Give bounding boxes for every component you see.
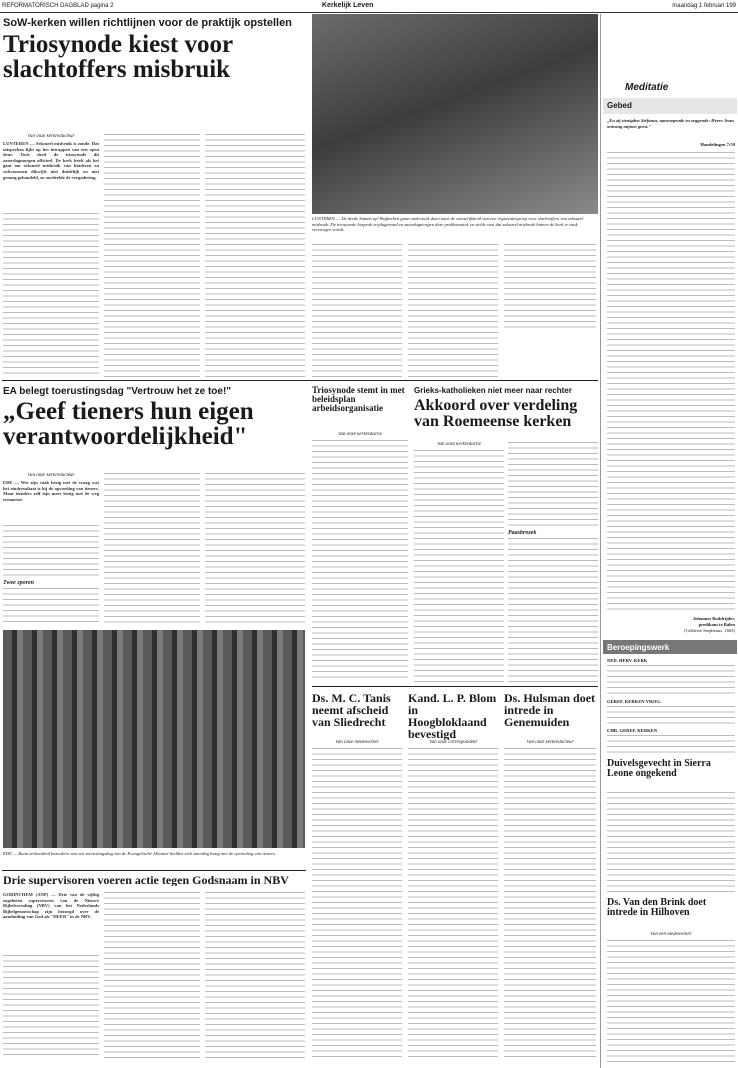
news1-body bbox=[607, 792, 735, 892]
meditation-author-note: (Gelderse Stephanus, 1663) bbox=[684, 628, 735, 633]
header-date: maandag 1 februari 199 bbox=[672, 3, 736, 9]
news2-headline: Ds. Van den Brink doet intrede in Hilhoven bbox=[607, 898, 707, 918]
article1-body-col6 bbox=[504, 244, 596, 329]
conference-photo bbox=[3, 630, 305, 848]
divider bbox=[2, 380, 598, 381]
article2-kicker: EA belegt toerustingsdag "Vertrouw het ze toe!" bbox=[3, 386, 232, 397]
meditation-verse: Handelingen 7:59 bbox=[700, 142, 735, 147]
article7-headline: Ds. Hulsman doet intrede in Genemuiden bbox=[504, 692, 596, 728]
article2-body-col1 bbox=[3, 525, 99, 577]
article4-kicker: Grieks-katholieken niet meer naar rechter bbox=[414, 386, 572, 395]
section-gebed: Gebed bbox=[603, 98, 737, 114]
church-herv: NED. HERV. KERK bbox=[607, 658, 648, 663]
news2-body bbox=[607, 940, 735, 1064]
church-chr-geref-list bbox=[607, 735, 735, 753]
article6-headline: Kand. L. P. Blom in Hoogbloklaand bevestigd bbox=[408, 692, 497, 740]
article1-lead: LUNTEREN — Seksueel misbruik is zonde. Dat uitspreken lijkt op het intrappen van een open deur. Toch deed de triosynode dit zaterdagmorgen officieel. De kerk heeft als het gaat om seksueel misbruik van kinderen en volwassenen dikwijls niet duidelijk en niet genoeg gehandeld, zo oordeelde de vergadering. bbox=[3, 141, 99, 180]
meditation-body bbox=[607, 152, 735, 612]
article8-body-col3 bbox=[205, 892, 305, 1058]
article1-body-col1 bbox=[3, 213, 99, 377]
article5-body bbox=[312, 748, 402, 1058]
article8-headline: Drie supervisoren voeren actie tegen Godsnaam in NBV bbox=[3, 874, 289, 886]
article2-lead: EDE — Wie zijn vaak bezig met de vraag wat het eindresultaat is bij de opvoeding van tieners. Maar tienders zelf zijn meer bezig met de weg ernaartoe. bbox=[3, 480, 99, 502]
article4-byline: Van onze kerkredactie bbox=[437, 442, 481, 447]
news1-headline: Duivelsgevecht in Sierra Leone ongekend bbox=[607, 759, 711, 779]
article1-headline: Triosynode kiest voor slachtoffers misbruik bbox=[3, 32, 233, 83]
article8-body-col1 bbox=[3, 955, 99, 1058]
conference-photo-caption: EDE — Ruim zeshonderd bezoekers van een toerustingsdag van de Evangelische Alliantie hielden zich zaterdag bezig met de opvoeding van tieners. bbox=[3, 851, 276, 856]
church-vrijg: GEREF. KERKEN VRIJG. bbox=[607, 699, 662, 704]
article5-headline: Ds. M. C. Tanis neemt afscheid van Sliedrecht bbox=[312, 692, 391, 728]
article2-subhead: Twee sporen bbox=[3, 580, 34, 586]
article2-headline: „Geef tieners hun eigen verantwoordelijkheid" bbox=[3, 399, 254, 450]
article2-byline: Van onze kerkredacteur bbox=[27, 473, 75, 478]
article7-body bbox=[504, 748, 596, 1058]
article8-body-col2 bbox=[104, 892, 200, 1058]
article1-body-col2 bbox=[104, 134, 200, 377]
header-left: REFORMATORISCH DAGBLAD pagina 2 bbox=[2, 3, 114, 9]
article7-byline: Van onze kerkredacteur bbox=[526, 740, 574, 745]
article1-body-col3 bbox=[205, 134, 305, 377]
meditation-author: Johannes Boddrijder, bbox=[692, 616, 735, 621]
article4-body-col2b bbox=[508, 538, 598, 682]
article1-byline: Van onze kerkredacteur bbox=[27, 134, 75, 139]
article4-headline: Akkoord over verdeling van Roemeense kerken bbox=[414, 398, 578, 430]
church-herv-list bbox=[607, 665, 735, 695]
article4-body-col2 bbox=[508, 442, 598, 527]
meditation-quote: „En zij stenigden Stéfanus, aanroepende en zeggende: Heere Jezus ontvang mijnen geest." bbox=[607, 118, 735, 129]
divider bbox=[312, 686, 598, 687]
divider bbox=[2, 870, 306, 871]
sidebar-brand: Meditatie bbox=[625, 82, 669, 93]
article6-byline: Van onze correspondent bbox=[429, 740, 477, 745]
article1-kicker: SoW-kerken willen richtlijnen voor de praktijk opstellen bbox=[3, 17, 292, 29]
church-vrijg-list bbox=[607, 706, 735, 724]
article1-body-col5 bbox=[408, 244, 498, 377]
article1-body-col4 bbox=[312, 244, 402, 377]
header-section: Kerkelijk Leven bbox=[322, 2, 374, 9]
synod-photo bbox=[312, 14, 598, 214]
church-chr-geref: CHR. GEREF. KERKEN bbox=[607, 728, 658, 733]
section-beroepingswerk: Beroepingswerk bbox=[603, 640, 737, 654]
page-header bbox=[0, 0, 738, 13]
article5-byline: Van onze medewerker bbox=[335, 740, 379, 745]
meditation-author-role: predikant te Balen bbox=[698, 622, 735, 627]
article4-body-col1 bbox=[414, 450, 504, 682]
article8-lead: GORINCHEM (ANP) — Drie van de vijftig zogeheten supervisoren van de Nieuwe Bijbelvertaling (NBV) van het Nederlands Bijbelgenootschap zijn bezorgd over de aanduiding van God als "HEER" in de NBV. bbox=[3, 892, 99, 920]
article2-body-col3 bbox=[205, 473, 305, 626]
article3-body bbox=[312, 440, 408, 682]
sidebar bbox=[600, 14, 738, 1068]
news2-byline: Van een medewerker bbox=[650, 932, 692, 937]
article2-body-col1b bbox=[3, 588, 99, 626]
article3-byline: Van onze kerkredactie bbox=[338, 432, 382, 437]
article6-body bbox=[408, 748, 498, 1058]
article2-body-col2 bbox=[104, 473, 200, 626]
article3-headline: Triosynode stemt in met beleidsplan arbeidsorganisatie bbox=[312, 386, 405, 413]
synod-photo-caption: LUNTEREN — De derde Samen-op-Wegkerken gaan onderzoek doen naar de wenselijkheid van een registratiegroep voor slachtoffers van seksueel misbruik. De triosynode besprak vrijdagavond en zaterdagmorgen deze problematiek en stelde vast dat seksueel misbruik binnen de kerk te vaak verzwegen wordt. bbox=[312, 216, 584, 232]
article4-subhead: Paasbrozek bbox=[508, 530, 537, 536]
